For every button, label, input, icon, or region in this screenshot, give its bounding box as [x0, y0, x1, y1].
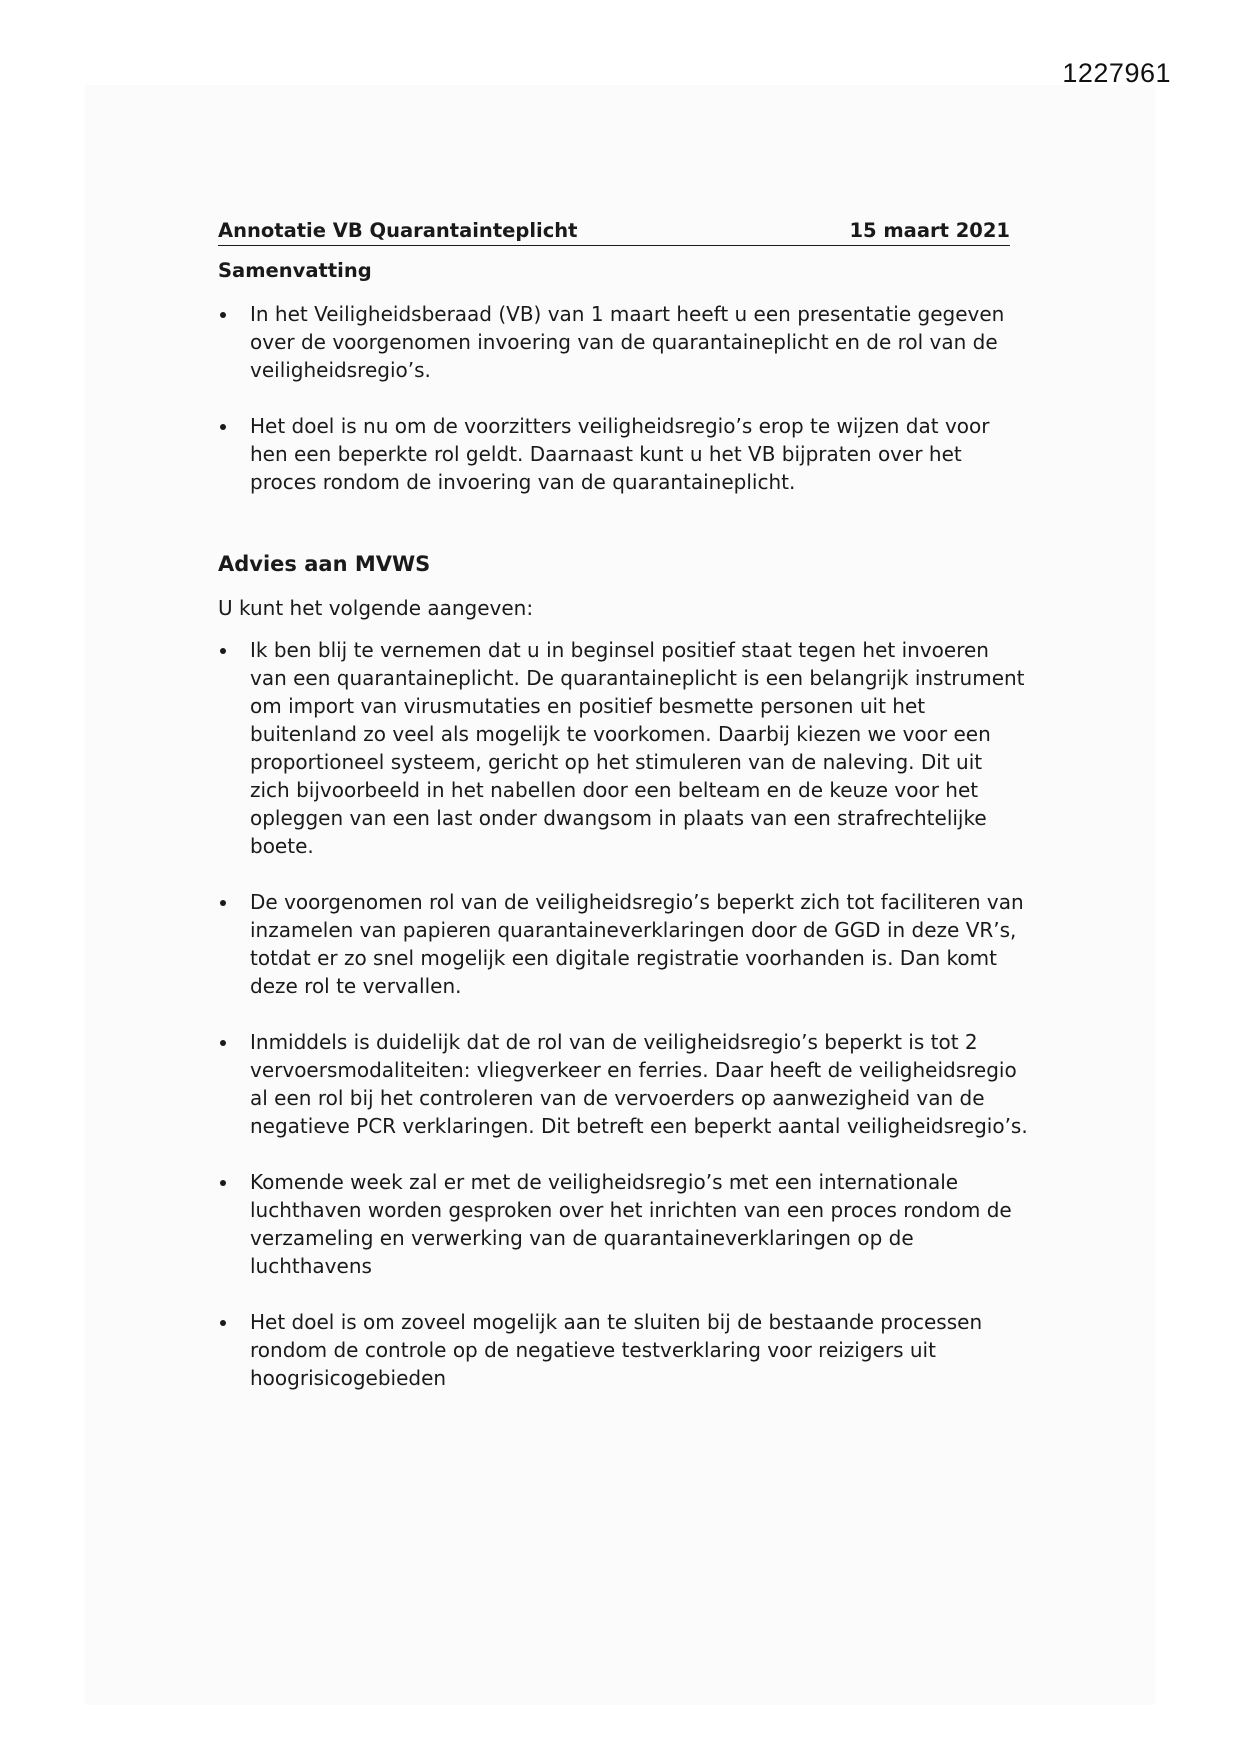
- list-item: [218, 1308, 1028, 1392]
- list-item: [218, 300, 1028, 384]
- list-item-text: In het Veiligheidsberaad (VB) van 1 maart heeft u een presentatie gegeven over de voorgenomen invoering van de quarantaineplicht en de rol van de veiligheidsregio’s.: [250, 302, 1005, 382]
- list-item: [218, 636, 1028, 860]
- advice-heading: Advies aan MVWS: [218, 552, 431, 576]
- list-item-text: Het doel is om zoveel mogelijk aan te sluiten bij de bestaande processen rondom de controle op de negatieve testverklaring voor reizigers uit hoogrisicogebieden: [250, 1310, 983, 1390]
- summary-list: [218, 300, 1028, 496]
- list-item-text: Komende week zal er met de veiligheidsregio’s met een internationale luchthaven worden gesproken over het inrichten van een proces rondom de verzameling en verwerking van de quarantaineverklaringen op de luchthavens: [250, 1170, 1012, 1278]
- list-item: [218, 1168, 1028, 1280]
- list-item-text: Ik ben blij te vernemen dat u in beginsel positief staat tegen het invoeren van een quarantaineplicht. De quarantaineplicht is een belangrijk instrument om import van virusmutaties en positief besmette personen uit het buitenland zo veel als mogelijk te voorkomen. Daarbij kiezen we voor een proportioneel systeem, gericht op het stimuleren van de naleving. Dit uit zich bijvoorbeeld in het nabellen door een belteam en de keuze voor het opleggen van een last onder dwangsom in plaats van een strafrechtelijke boete.: [250, 638, 1025, 858]
- list-item: [218, 412, 1028, 496]
- document-title: Annotatie VB Quarantainteplicht: [218, 219, 578, 242]
- document-body: [218, 218, 1028, 1392]
- list-item-text: De voorgenomen rol van de veiligheidsregio’s beperkt zich tot faciliteren van inzamelen van papieren quarantaineverklaringen door de GGD in deze VR’s, totdat er zo snel mogelijk een digitale registratie voorhanden is. Dan komt deze rol te vervallen.: [250, 890, 1024, 998]
- document-number: 1227961: [1062, 58, 1171, 88]
- bullet-icon: [220, 648, 226, 654]
- bullet-icon: [220, 900, 226, 906]
- summary-heading: Samenvatting: [218, 259, 372, 282]
- bullet-icon: [220, 1040, 226, 1046]
- list-item-text: Inmiddels is duidelijk dat de rol van de veiligheidsregio’s beperkt is tot 2 vervoersmodaliteiten: vliegverkeer en ferries. Daar heeft de veiligheidsregio al een rol bij het controleren van de vervoerders op aanwezigheid van de negatieve PCR verklaringen. Dit betreft een beperkt aantal veiligheidsregio’s.: [250, 1030, 1028, 1138]
- advice-intro: U kunt het volgende aangeven:: [218, 596, 534, 620]
- list-item: [218, 1028, 1028, 1140]
- document-date: 15 maart 2021: [849, 219, 1010, 242]
- bullet-icon: [220, 312, 226, 318]
- bullet-icon: [220, 1180, 226, 1186]
- advice-list: [218, 636, 1028, 1392]
- bullet-icon: [220, 424, 226, 430]
- document-header: [218, 218, 1010, 246]
- list-item: [218, 888, 1028, 1000]
- list-item-text: Het doel is nu om de voorzitters veiligheidsregio’s erop te wijzen dat voor hen een beperkte rol geldt. Daarnaast kunt u het VB bijpraten over het proces rondom de invoering van de quarantaineplicht.: [250, 414, 990, 494]
- bullet-icon: [220, 1320, 226, 1326]
